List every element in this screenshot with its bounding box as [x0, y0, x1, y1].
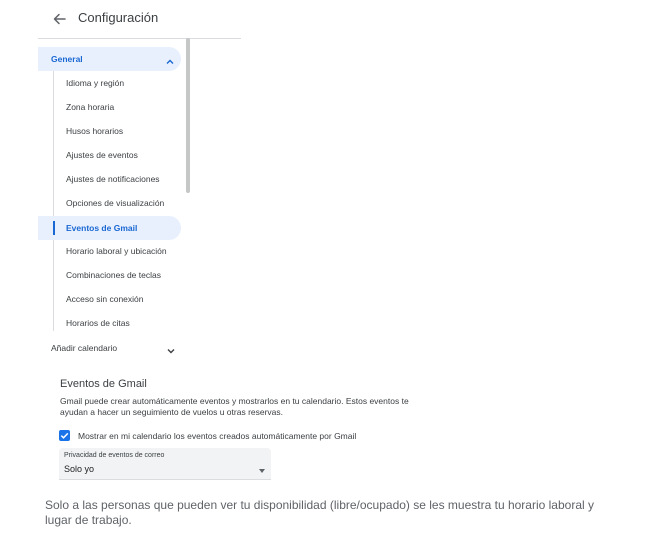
sidebar-item-ajustes-eventos[interactable]: Ajustes de eventos	[66, 150, 138, 160]
sidebar-item-label: Eventos de Gmail	[66, 223, 138, 233]
select-value: Solo yo	[64, 464, 95, 474]
select-label: Privacidad de eventos de correo	[64, 452, 165, 459]
sidebar-item-combinaciones-teclas[interactable]: Combinaciones de teclas	[66, 270, 161, 280]
sidebar-item-idioma[interactable]: Idioma y región	[66, 78, 125, 88]
sidebar-item-horarios-citas[interactable]: Horarios de citas	[66, 318, 130, 328]
sidebar-item-general[interactable]	[38, 47, 181, 71]
show-gmail-events-checkbox[interactable]	[59, 430, 70, 441]
privacy-select[interactable]	[59, 448, 271, 480]
tree-line	[53, 71, 54, 331]
settings-sidebar	[38, 47, 188, 362]
arrow-back-icon	[48, 8, 70, 30]
sidebar-general-label: General	[51, 54, 83, 64]
chevron-down-icon[interactable]	[166, 343, 176, 353]
sidebar-item-ajustes-notificaciones[interactable]: Ajustes de notificaciones	[66, 174, 160, 184]
checkbox-label[interactable]: Mostrar en mi calendario los eventos creados automáticamente por Gmail	[78, 431, 357, 441]
work-hours-footnote: Solo a las personas que pueden ver tu disponibilidad (libre/ocupado) se les muestra tu horario laboral y lugar de trabajo.	[45, 498, 594, 527]
page-title: Configuración	[78, 10, 159, 25]
settings-header	[0, 0, 660, 38]
section-title: Eventos de Gmail	[60, 378, 147, 390]
dropdown-arrow-icon	[259, 460, 265, 464]
check-icon	[59, 430, 70, 441]
sidebar-item-eventos-gmail[interactable]	[38, 216, 181, 240]
sidebar-item-add-calendar[interactable]: Añadir calendario	[51, 343, 118, 353]
active-indicator	[53, 221, 55, 235]
sidebar-item-husos-horarios[interactable]: Husos horarios	[66, 126, 124, 136]
header-divider	[38, 38, 241, 39]
section-description: Gmail puede crear automáticamente eventos y mostrarlos en tu calendario. Estos eventos te ayudan a hacer un seguimiento de vuelos u otras reservas.	[60, 396, 409, 417]
sidebar-item-horario-laboral[interactable]: Horario laboral y ubicación	[66, 246, 167, 256]
sidebar-item-zona-horaria[interactable]: Zona horaria	[66, 102, 115, 112]
sidebar-item-opciones-visualizacion[interactable]: Opciones de visualización	[66, 198, 165, 208]
back-button[interactable]	[48, 8, 70, 30]
sidebar-scrollbar[interactable]	[186, 38, 190, 193]
chevron-up-icon	[165, 54, 175, 64]
sidebar-item-acceso-sin-conexion[interactable]: Acceso sin conexión	[66, 294, 144, 304]
